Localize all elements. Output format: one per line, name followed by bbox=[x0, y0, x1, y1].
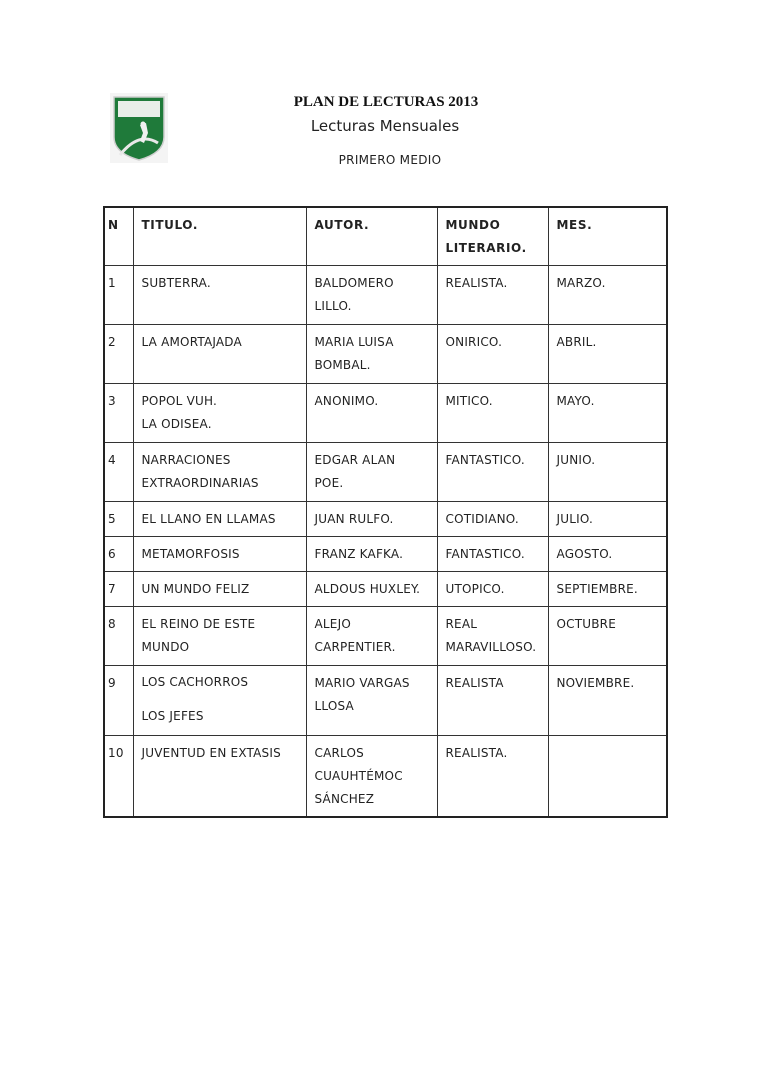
table-row bbox=[104, 324, 667, 383]
cell-titulo: LA AMORTAJADA bbox=[133, 324, 306, 383]
cell-n: 2 bbox=[104, 324, 133, 383]
reading-plan-table bbox=[103, 206, 668, 818]
document-subtitle: Lecturas Mensuales bbox=[310, 117, 460, 135]
cell-mundo: REALISTA bbox=[437, 665, 548, 735]
cell-n: 3 bbox=[104, 383, 133, 442]
cell-mes: MARZO. bbox=[548, 265, 667, 324]
table-row bbox=[104, 606, 667, 665]
cell-n: 9 bbox=[104, 665, 133, 735]
cell-mundo: REAL MARAVILLOSO. bbox=[437, 606, 548, 665]
cell-autor: MARIA LUISA BOMBAL. bbox=[306, 324, 437, 383]
cell-titulo: SUBTERRA. bbox=[133, 265, 306, 324]
cell-titulo: LOS CACHORROS LOS JEFES bbox=[133, 665, 306, 735]
cell-mundo: UTOPICO. bbox=[437, 571, 548, 606]
cell-autor: EDGAR ALAN POE. bbox=[306, 442, 437, 501]
cell-titulo: POPOL VUH. LA ODISEA. bbox=[133, 383, 306, 442]
cell-autor: ANONIMO. bbox=[306, 383, 437, 442]
cell-autor: MARIO VARGAS LLOSA bbox=[306, 665, 437, 735]
table-header-row bbox=[104, 207, 667, 265]
cell-mundo: COTIDIANO. bbox=[437, 501, 548, 536]
cell-mundo: ONIRICO. bbox=[437, 324, 548, 383]
cell-mundo: REALISTA. bbox=[437, 735, 548, 817]
column-header-autor: AUTOR. bbox=[306, 207, 437, 265]
cell-mundo: MITICO. bbox=[437, 383, 548, 442]
cell-autor: BALDOMERO LILLO. bbox=[306, 265, 437, 324]
cell-n: 10 bbox=[104, 735, 133, 817]
cell-titulo: EL LLANO EN LLAMAS bbox=[133, 501, 306, 536]
cell-mes: AGOSTO. bbox=[548, 536, 667, 571]
table-row bbox=[104, 442, 667, 501]
cell-mundo: FANTASTICO. bbox=[437, 536, 548, 571]
cell-mundo: FANTASTICO. bbox=[437, 442, 548, 501]
cell-mes: MAYO. bbox=[548, 383, 667, 442]
cell-n: 4 bbox=[104, 442, 133, 501]
cell-n: 7 bbox=[104, 571, 133, 606]
cell-mes: JULIO. bbox=[548, 501, 667, 536]
cell-titulo: JUVENTUD EN EXTASIS bbox=[133, 735, 306, 817]
document-title: PLAN DE LECTURAS 2013 bbox=[293, 94, 479, 110]
cell-mundo: REALISTA. bbox=[437, 265, 548, 324]
cell-autor: FRANZ KAFKA. bbox=[306, 536, 437, 571]
cell-autor: JUAN RULFO. bbox=[306, 501, 437, 536]
column-header-mundo: MUNDO LITERARIO. bbox=[437, 207, 548, 265]
column-header-n: N bbox=[104, 207, 133, 265]
cell-n: 1 bbox=[104, 265, 133, 324]
table-row bbox=[104, 735, 667, 817]
table-row bbox=[104, 501, 667, 536]
cell-mes: SEPTIEMBRE. bbox=[548, 571, 667, 606]
column-header-mes: MES. bbox=[548, 207, 667, 265]
cell-mes: ABRIL. bbox=[548, 324, 667, 383]
table-row bbox=[104, 536, 667, 571]
cell-autor: ALDOUS HUXLEY. bbox=[306, 571, 437, 606]
cell-titulo: UN MUNDO FELIZ bbox=[133, 571, 306, 606]
cell-autor: ALEJO CARPENTIER. bbox=[306, 606, 437, 665]
column-header-titulo: TITULO. bbox=[133, 207, 306, 265]
cell-titulo: NARRACIONES EXTRAORDINARIAS bbox=[133, 442, 306, 501]
cell-mes: JUNIO. bbox=[548, 442, 667, 501]
cell-mes bbox=[548, 735, 667, 817]
table-row bbox=[104, 383, 667, 442]
cell-mes: OCTUBRE bbox=[548, 606, 667, 665]
cell-titulo: METAMORFOSIS bbox=[133, 536, 306, 571]
cell-n: 5 bbox=[104, 501, 133, 536]
cell-titulo: EL REINO DE ESTE MUNDO bbox=[133, 606, 306, 665]
table-row bbox=[104, 265, 667, 324]
grade-level: PRIMERO MEDIO bbox=[338, 153, 442, 167]
cell-mes: NOVIEMBRE. bbox=[548, 665, 667, 735]
cell-n: 6 bbox=[104, 536, 133, 571]
table-row bbox=[104, 571, 667, 606]
cell-autor: CARLOS CUAUHTÉMOC SÁNCHEZ bbox=[306, 735, 437, 817]
cell-n: 8 bbox=[104, 606, 133, 665]
table-row bbox=[104, 665, 667, 735]
